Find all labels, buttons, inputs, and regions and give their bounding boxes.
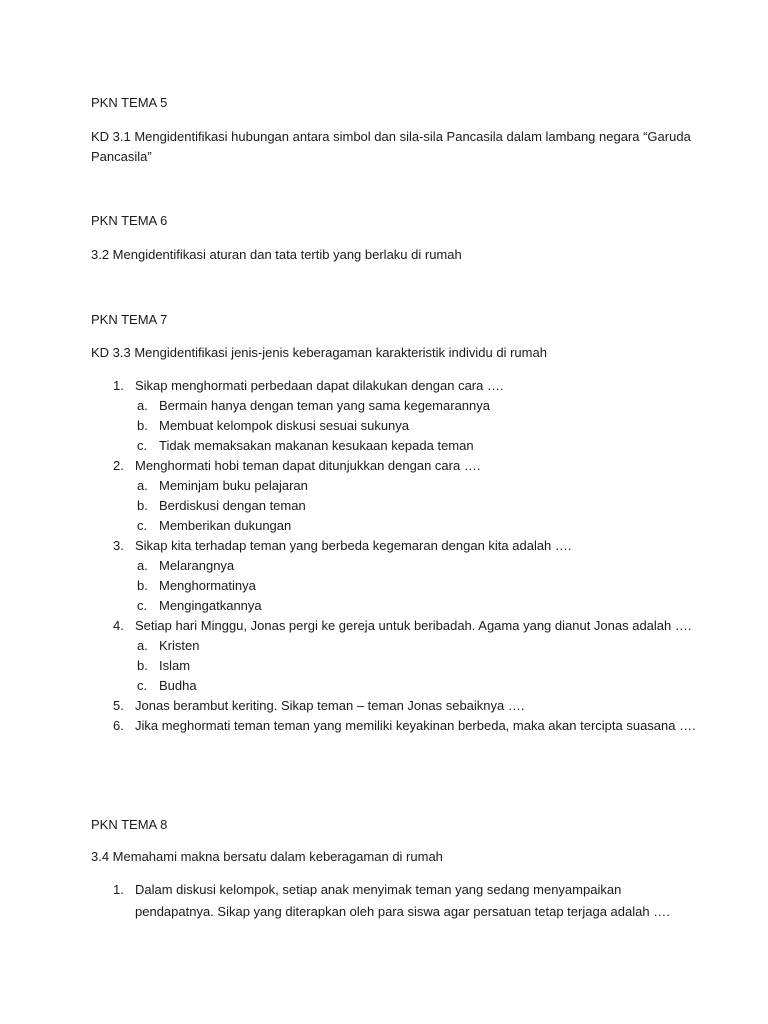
question-text: Sikap menghormati perbedaan dapat dilakukan dengan cara …. bbox=[135, 378, 504, 393]
option-letter: c. bbox=[137, 598, 148, 613]
question-text: Jonas berambut keriting. Sikap teman – teman Jonas sebaiknya …. bbox=[135, 698, 525, 713]
option-text: Membuat kelompok diskusi sesuai sukunya bbox=[159, 418, 410, 433]
question-number: 2. bbox=[113, 458, 124, 473]
question-text: Jika meghormati teman teman yang memiliki keyakinan berbeda, maka akan tercipta suasana …. bbox=[135, 718, 696, 733]
question-number: 3. bbox=[113, 538, 124, 553]
question-text: Setiap hari Minggu, Jonas pergi ke gereja untuk beribadah. Agama yang dianut Jonas adalah …. bbox=[135, 618, 692, 633]
option-letter: a. bbox=[137, 558, 148, 573]
question-number: 4. bbox=[113, 618, 124, 633]
option-text: Kristen bbox=[159, 638, 200, 653]
option-text: Islam bbox=[159, 658, 191, 673]
option-letter: a. bbox=[137, 478, 148, 493]
section-heading: PKN TEMA 5 bbox=[91, 95, 168, 110]
kd-statement: KD 3.1 Mengidentifikasi hubungan antara simbol dan sila-sila Pancasila dalam lambang negara “Garuda bbox=[91, 129, 691, 144]
kd-statement: KD 3.3 Mengidentifikasi jenis-jenis keberagaman karakteristik individu di rumah bbox=[91, 345, 547, 360]
question-text: Sikap kita terhadap teman yang berbeda kegemaran dengan kita adalah …. bbox=[135, 538, 572, 553]
option-letter: b. bbox=[137, 418, 148, 433]
kd-statement: 3.4 Memahami makna bersatu dalam keberagaman di rumah bbox=[91, 849, 443, 864]
option-text: Menghormatinya bbox=[159, 578, 256, 593]
option-letter: c. bbox=[137, 518, 148, 533]
option-letter: c. bbox=[137, 438, 148, 453]
option-text: Budha bbox=[159, 678, 197, 693]
option-text: Memberikan dukungan bbox=[159, 518, 292, 533]
option-text: Melarangnya bbox=[159, 558, 235, 573]
kd-statement: Pancasila” bbox=[91, 149, 152, 164]
option-letter: b. bbox=[137, 658, 148, 673]
question-text: Dalam diskusi kelompok, setiap anak menyimak teman yang sedang menyampaikan bbox=[135, 882, 622, 897]
option-letter: c. bbox=[137, 678, 148, 693]
question-text: pendapatnya. Sikap yang diterapkan oleh para siswa agar persatuan tetap terjaga adalah …. bbox=[135, 904, 670, 919]
question-number: 1. bbox=[113, 882, 124, 897]
section-heading: PKN TEMA 8 bbox=[91, 817, 168, 832]
option-text: Mengingatkannya bbox=[159, 598, 262, 613]
question-text: Menghormati hobi teman dapat ditunjukkan dengan cara …. bbox=[135, 458, 481, 473]
section-heading: PKN TEMA 7 bbox=[91, 312, 168, 327]
question-number: 1. bbox=[113, 378, 124, 393]
question-number: 6. bbox=[113, 718, 124, 733]
section-heading: PKN TEMA 6 bbox=[91, 213, 168, 228]
option-letter: a. bbox=[137, 398, 148, 413]
option-letter: b. bbox=[137, 578, 148, 593]
option-letter: a. bbox=[137, 638, 148, 653]
option-text: Bermain hanya dengan teman yang sama kegemarannya bbox=[159, 398, 490, 413]
question-number: 5. bbox=[113, 698, 124, 713]
kd-statement: 3.2 Mengidentifikasi aturan dan tata tertib yang berlaku di rumah bbox=[91, 247, 462, 262]
option-letter: b. bbox=[137, 498, 148, 513]
option-text: Meminjam buku pelajaran bbox=[159, 478, 308, 493]
option-text: Berdiskusi dengan teman bbox=[159, 498, 306, 513]
option-text: Tidak memaksakan makanan kesukaan kepada teman bbox=[159, 438, 474, 453]
